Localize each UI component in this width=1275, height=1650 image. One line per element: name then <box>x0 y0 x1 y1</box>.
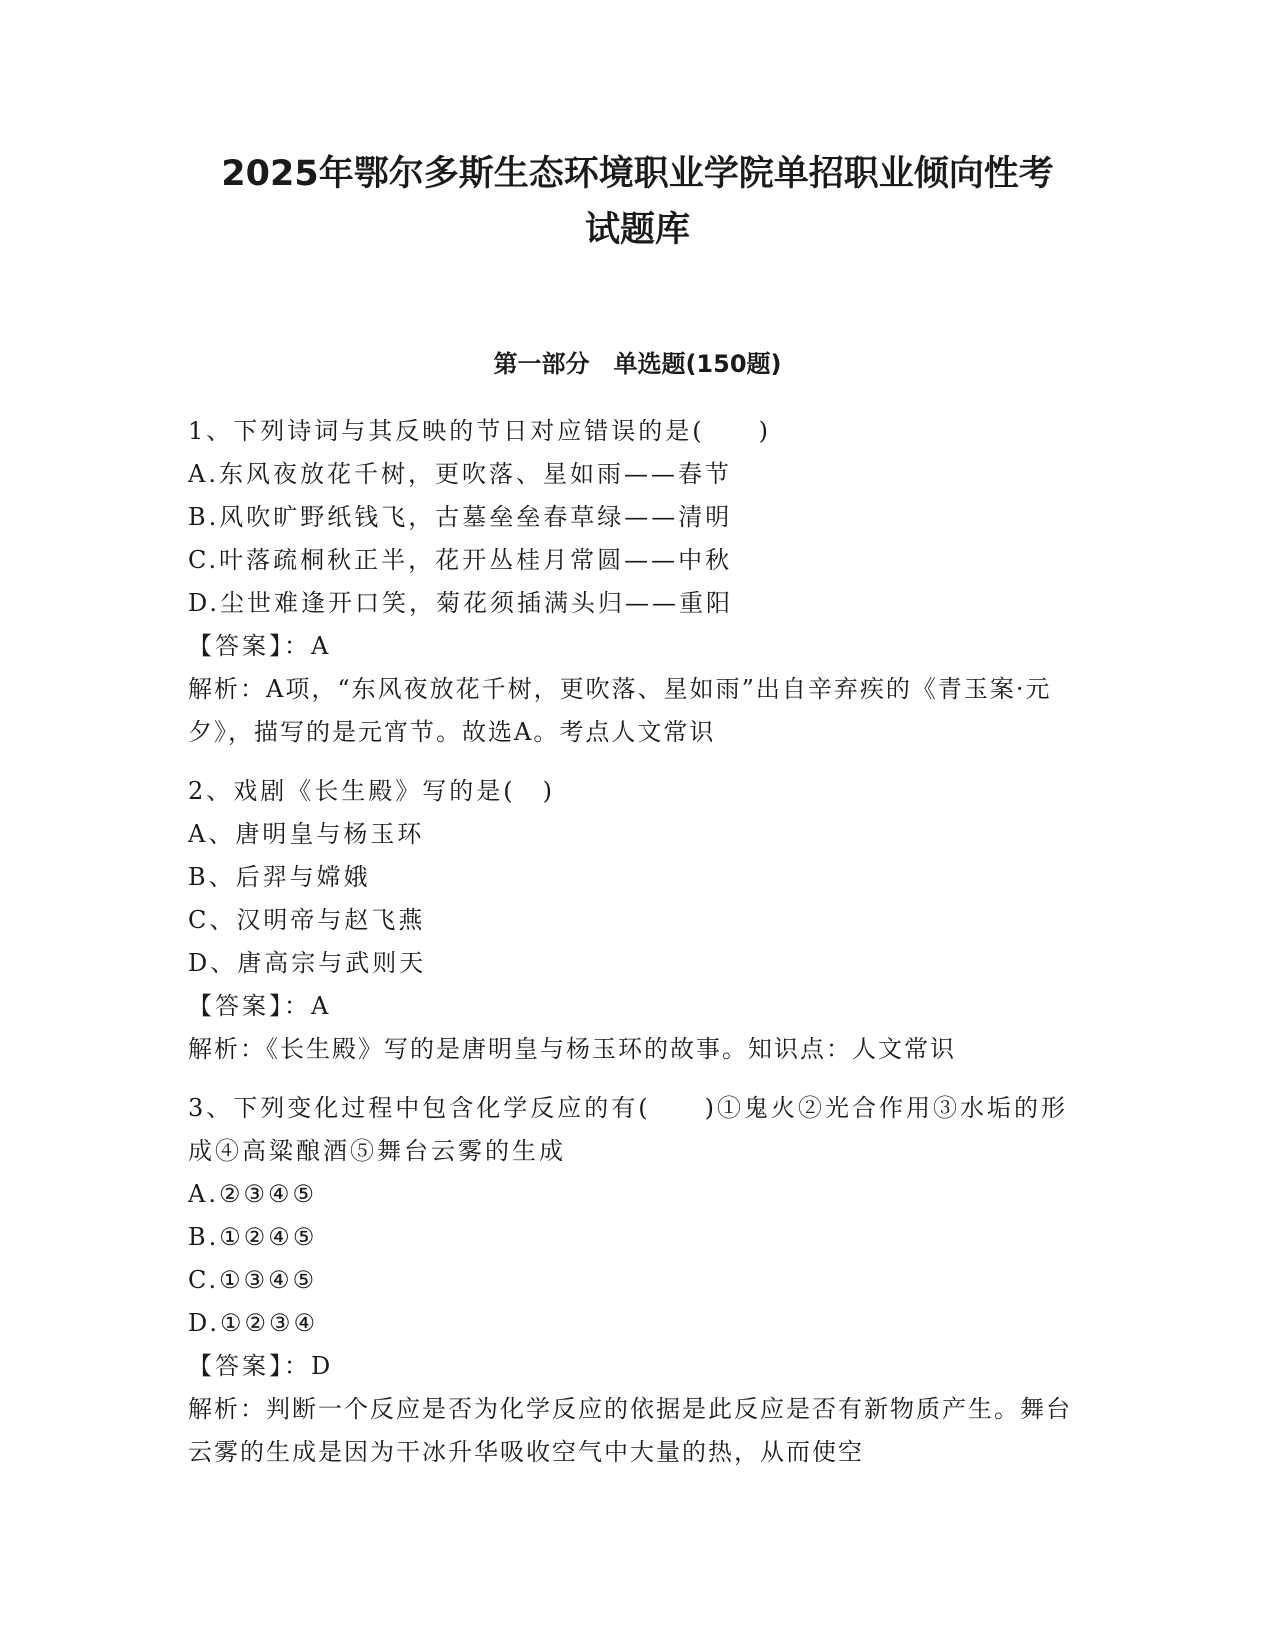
answer: 【答案】：D <box>188 1352 334 1380</box>
document-title <box>160 146 1115 258</box>
question-stem: 2、戏剧《长生殿》写的是( ) <box>188 777 555 805</box>
option-b: B.①②④⑤ <box>188 1223 318 1251</box>
question-3 <box>188 1087 1088 1474</box>
question-stem: 3、下列变化过程中包含化学反应的有( )①鬼火②光合作用③水垢的形成④高粱酿酒⑤舞台云雾的生成 <box>188 1094 1068 1165</box>
option-a: A.②③④⑤ <box>188 1180 318 1208</box>
option-d: D、唐高宗与武则天 <box>188 949 427 977</box>
analysis: 解析：《长生殿》写的是唐明皇与杨玉环的故事。知识点：人文常识 <box>188 1035 956 1063</box>
option-c: C.①③④⑤ <box>188 1266 318 1294</box>
option-c: C、汉明帝与赵飞燕 <box>188 906 426 934</box>
question-1 <box>188 410 1088 754</box>
title-line-2: 试题库 <box>584 210 690 250</box>
analysis: 解析：判断一个反应是否为化学反应的依据是此反应是否有新物质产生。舞台云雾的生成是因为干冰升华吸收空气中大量的热，从而使空 <box>188 1395 1072 1466</box>
title-line-1: 2025年鄂尔多斯生态环境职业学院单招职业倾向性考 <box>221 154 1054 194</box>
option-b: B.风吹旷野纸钱飞，古墓垒垒春草绿——清明 <box>188 503 733 531</box>
option-a: A.东风夜放花千树，更吹落、星如雨——春节 <box>188 460 732 488</box>
analysis: 解析：A项，“东风夜放花千树，更吹落、星如雨”出自辛弃疾的《青玉案·元夕》，描写的是元宵节。故选A。考点人文常识 <box>188 675 1052 746</box>
option-b: B、后羿与嫦娥 <box>188 863 371 891</box>
question-2 <box>188 770 1088 1071</box>
option-c: C.叶落疏桐秋正半，花开丛桂月常圆——中秋 <box>188 546 733 574</box>
question-list <box>188 410 1088 1490</box>
answer: 【答案】：A <box>188 632 332 660</box>
section-title: 第一部分 单选题(150题) <box>493 350 782 378</box>
question-stem: 1、下列诗词与其反映的节日对应错误的是( ) <box>188 417 771 445</box>
answer: 【答案】：A <box>188 992 332 1020</box>
option-d: D.①②③④ <box>188 1309 319 1337</box>
option-a: A、唐明皇与杨玉环 <box>188 820 425 848</box>
option-d: D.尘世难逢开口笑，菊花须插满头归——重阳 <box>188 589 734 617</box>
